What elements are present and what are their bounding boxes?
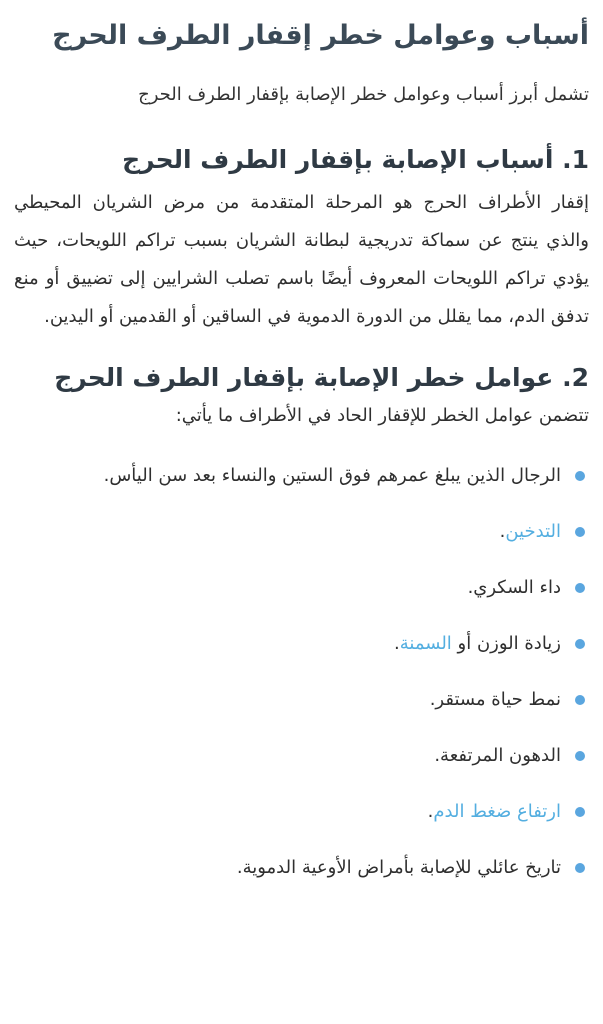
list-item-text: الرجال الذين يبلغ عمرهم فوق الستين والنساء بعد سن اليأس. xyxy=(103,465,561,486)
bullet-icon xyxy=(575,527,585,537)
section1-heading: 1. أسباب الإصابة بإقفار الطرف الحرج xyxy=(122,145,589,174)
bullet-icon xyxy=(575,583,585,593)
section2-intro: تتضمن عوامل الخطر للإقفار الحاد في الأطراف ما يأتي: xyxy=(175,405,589,426)
list-item xyxy=(14,742,589,770)
list-item xyxy=(14,686,589,714)
list-item xyxy=(14,854,589,882)
section2-heading: 2. عوامل خطر الإصابة بإقفار الطرف الحرج xyxy=(54,363,589,392)
list-item-text: الدهون المرتفعة. xyxy=(434,745,561,766)
bullet-icon xyxy=(575,751,585,761)
list-item xyxy=(14,518,589,546)
list-item xyxy=(14,574,589,602)
list-item-prefix: زيادة الوزن أو xyxy=(451,633,561,654)
bullet-icon xyxy=(575,807,585,817)
list-item xyxy=(14,630,589,658)
obesity-link[interactable]: السمنة xyxy=(399,633,452,654)
bullet-icon xyxy=(575,863,585,873)
high-blood-pressure-link[interactable]: ارتفاع ضغط الدم xyxy=(433,801,561,822)
list-item-suffix: . xyxy=(427,801,434,822)
list-item-text: نمط حياة مستقر. xyxy=(429,689,561,710)
bullet-icon xyxy=(575,695,585,705)
list-item-text: تاريخ عائلي للإصابة بأمراض الأوعية الدموية. xyxy=(236,857,561,878)
page-title: أسباب وعوامل خطر إقفار الطرف الحرج xyxy=(52,20,589,51)
list-item-suffix: . xyxy=(394,633,400,654)
smoking-link[interactable]: التدخين xyxy=(505,521,561,542)
list-item-text: داء السكري. xyxy=(467,577,561,598)
intro-text: تشمل أبرز أسباب وعوامل خطر الإصابة بإقفار الطرف الحرج xyxy=(138,84,589,105)
list-item xyxy=(14,798,589,826)
section1-paragraph: إقفار الأطراف الحرج هو المرحلة المتقدمة من مرض الشريان المحيطي والذي ينتج عن سماكة تدريجية لبطانة الشريان بسبب تراكم اللويحات، حيث يؤدي تراكم اللويحات المعروف أيضًا باسم تصلب الشرايين إلى تضييق أو منع تدفق الدم، مما يقلل من الدورة الدموية في الساقين أو القدمين أو اليدين. xyxy=(14,192,589,327)
bullet-icon xyxy=(575,639,585,649)
bullet-icon xyxy=(575,471,585,481)
list-item xyxy=(14,462,589,490)
list-item-suffix: . xyxy=(499,521,506,542)
risk-factors-list xyxy=(14,462,589,882)
